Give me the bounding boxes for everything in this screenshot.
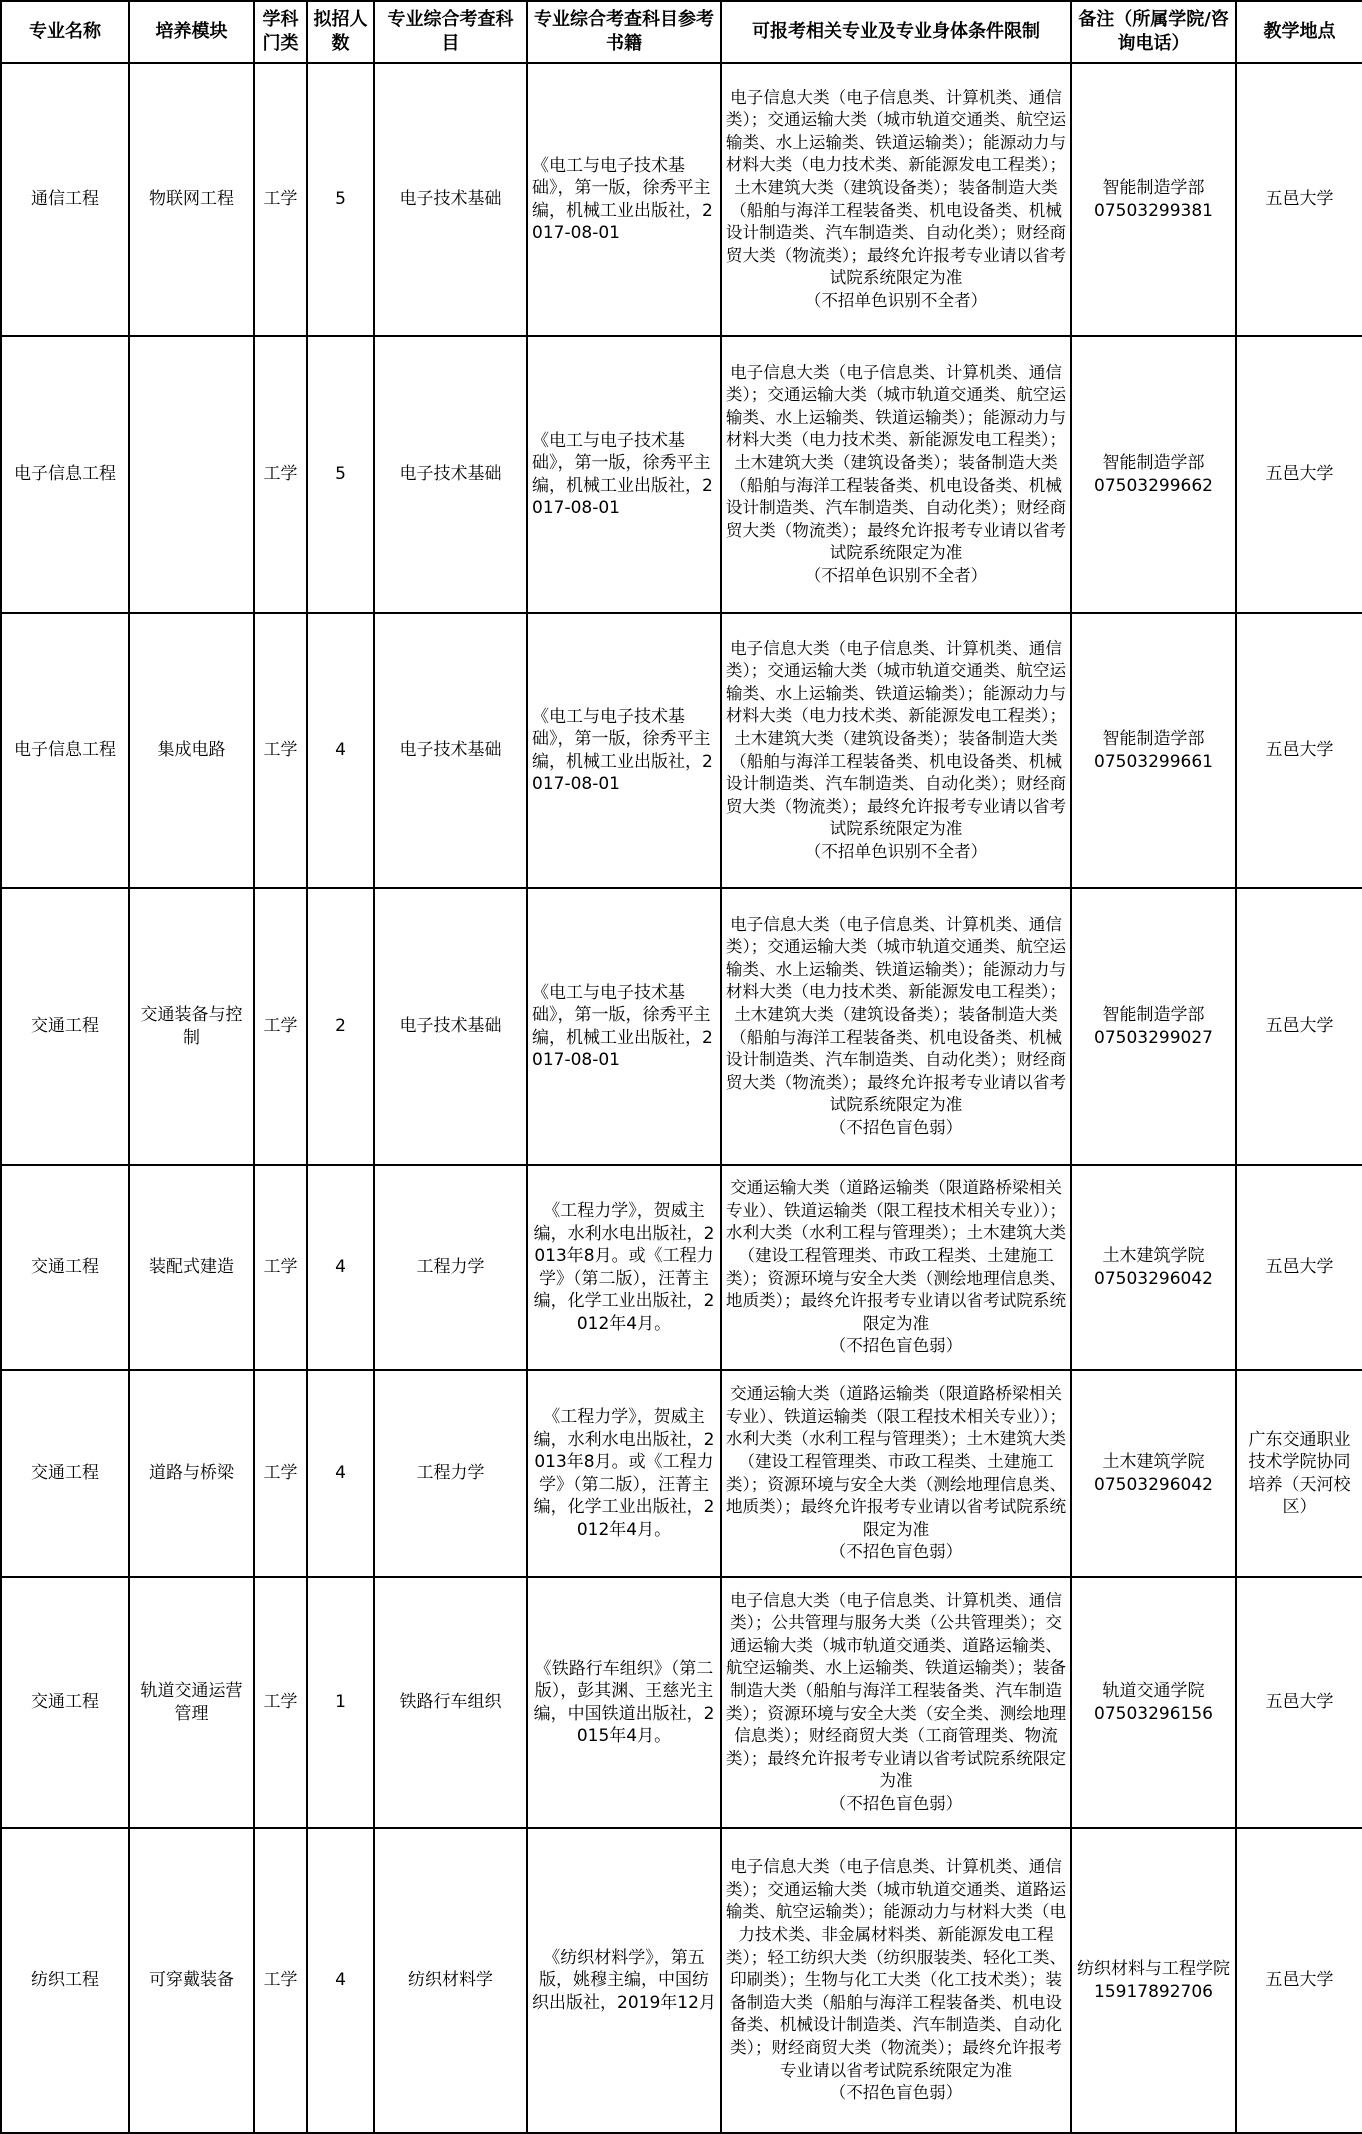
cell-module: 集成电路: [129, 613, 254, 888]
cell-module: 物联网工程: [129, 63, 254, 336]
cell-major: 交通工程: [1, 1577, 129, 1828]
table-row: [1, 888, 1362, 1165]
cell-book: 《铁路行车组织》（第二版），彭其渊、王慈光主编，中国铁道出版社，2015年4月。: [527, 1577, 721, 1828]
cell-subject: 电子技术基础: [374, 613, 527, 888]
header-quota: 拟招人数: [307, 1, 374, 63]
cell-subject: 电子技术基础: [374, 63, 527, 336]
restriction-note: （不招色盲色弱）: [829, 1793, 963, 1813]
cell-quota: 5: [307, 336, 374, 613]
cell-major: 交通工程: [1, 888, 129, 1165]
table-row: [1, 613, 1362, 888]
cell-book: 《工程力学》，贺威主编，水利水电出版社，2013年8月。或《工程力学》（第二版），汪菁主编，化学工业出版社，2012年4月。: [527, 1370, 721, 1577]
table-row: [1, 1577, 1362, 1828]
cell-location: 五邑大学: [1236, 1165, 1362, 1370]
cell-requirements: [721, 1165, 1071, 1370]
cell-major: 纺织工程: [1, 1828, 129, 2133]
cell-major: 通信工程: [1, 63, 129, 336]
college-name: 智能制造学部: [1102, 1005, 1205, 1025]
table-row: [1, 1828, 1362, 2133]
requirements-text: 电子信息大类（电子信息类、计算机类、通信类）；交通运输大类（城市轨道交通类、航空运输类、水上运输类、铁道运输类）；能源动力与材料大类（电力技术类、新能源发电工程类）；土木建筑大类（建筑设备类）；装备制造大类（船舶与海洋工程装备类、机电设备类、机械设计制造类、汽车制造类、自动化类）；财经商贸大类（物流类）；最终允许报考专业请以省考试院系统限定为准: [725, 87, 1067, 288]
cell-location: 五邑大学: [1236, 336, 1362, 613]
cell-book: 《电工与电子技术基础》，第一版，徐秀平主编，机械工业出版社，2017-08-01: [527, 888, 721, 1165]
requirements-text: 电子信息大类（电子信息类、计算机类、通信类）；交通运输大类（城市轨道交通类、航空运输类、水上运输类、铁道运输类）；能源动力与材料大类（电力技术类、新能源发电工程类）；土木建筑大类（建筑设备类）；装备制造大类（船舶与海洋工程装备类、机电设备类、机械设计制造类、汽车制造类、自动化类）；财经商贸大类（物流类）；最终允许报考专业请以省考试院系统限定为准: [725, 914, 1067, 1115]
header-row: [1, 1, 1362, 63]
cell-module: [129, 336, 254, 613]
college-name: 智能制造学部: [1102, 729, 1205, 749]
cell-major: 电子信息工程: [1, 336, 129, 613]
cell-college: [1071, 1577, 1236, 1828]
requirements-text: 电子信息大类（电子信息类、计算机类、通信类）；交通运输大类（城市轨道交通类、航空运输类、水上运输类、铁道运输类）；能源动力与材料大类（电力技术类、新能源发电工程类）；土木建筑大类（建筑设备类）；装备制造大类（船舶与海洋工程装备类、机电设备类、机械设计制造类、汽车制造类、自动化类）；财经商贸大类（物流类）；最终允许报考专业请以省考试院系统限定为准: [725, 638, 1067, 839]
cell-quota: 4: [307, 613, 374, 888]
cell-location: 广东交通职业技术学院协同培养（天河校区）: [1236, 1370, 1362, 1577]
header-discipline: 学科门类: [254, 1, 307, 63]
cell-subject: 工程力学: [374, 1165, 527, 1370]
header-module: 培养模块: [129, 1, 254, 63]
cell-location: 五邑大学: [1236, 1828, 1362, 2133]
cell-requirements: [721, 1577, 1071, 1828]
header-major: 专业名称: [1, 1, 129, 63]
restriction-note: （不招色盲色弱）: [829, 2083, 963, 2103]
college-phone: 15917892706: [1094, 1981, 1213, 2002]
cell-college: [1071, 336, 1236, 613]
restriction-note: （不招色盲色弱）: [829, 1542, 963, 1562]
cell-major: 电子信息工程: [1, 613, 129, 888]
cell-quota: 5: [307, 63, 374, 336]
cell-book: 《纺织材料学》，第五版，姚穆主编，中国纺织出版社，2019年12月: [527, 1828, 721, 2133]
header-subject: 专业综合考查科目: [374, 1, 527, 63]
requirements-text: 交通运输大类（道路运输类（限道路桥梁相关专业）、铁道运输类（限工程技术相关专业））；水利大类（水利工程与管理类）；土木建筑大类（建设工程管理类、市政工程类、土建施工类）；资源环境与安全大类（测绘地理信息类、地质类）；最终允许报考专业请以省考试院系统限定为准: [725, 1178, 1067, 1333]
cell-college: [1071, 1370, 1236, 1577]
cell-discipline: 工学: [254, 888, 307, 1165]
college-name: 轨道交通学院: [1102, 1681, 1205, 1701]
cell-module: 交通装备与控制: [129, 888, 254, 1165]
college-name: 土木建筑学院: [1102, 1452, 1205, 1472]
cell-book: 《电工与电子技术基础》，第一版，徐秀平主编，机械工业出版社，2017-08-01: [527, 63, 721, 336]
requirements-text: 交通运输大类（道路运输类（限道路桥梁相关专业）、铁道运输类（限工程技术相关专业））；水利大类（水利工程与管理类）；土木建筑大类（建设工程管理类、市政工程类、土建施工类）；资源环境与安全大类（测绘地理信息类、地质类）；最终允许报考专业请以省考试院系统限定为准: [725, 1384, 1067, 1539]
restriction-note: （不招单色识别不全者）: [804, 290, 988, 310]
table-row: [1, 63, 1362, 336]
cell-college: [1071, 888, 1236, 1165]
cell-location: 五邑大学: [1236, 63, 1362, 336]
header-college: 备注（所属学院/咨询电话）: [1071, 1, 1236, 63]
table-body: [1, 63, 1362, 2133]
cell-subject: 铁路行车组织: [374, 1577, 527, 1828]
cell-requirements: [721, 1370, 1071, 1577]
cell-quota: 4: [307, 1165, 374, 1370]
cell-requirements: [721, 63, 1071, 336]
college-phone: 07503296156: [1094, 1703, 1213, 1724]
cell-requirements: [721, 613, 1071, 888]
cell-college: [1071, 1828, 1236, 2133]
table-row: [1, 1165, 1362, 1370]
cell-subject: 电子技术基础: [374, 336, 527, 613]
college-name: 智能制造学部: [1102, 178, 1205, 198]
cell-module: 装配式建造: [129, 1165, 254, 1370]
college-name: 纺织材料与工程学院: [1077, 1959, 1230, 1979]
table-row: [1, 336, 1362, 613]
cell-major: 交通工程: [1, 1165, 129, 1370]
college-phone: 07503299661: [1094, 751, 1213, 772]
cell-discipline: 工学: [254, 63, 307, 336]
college-phone: 07503296042: [1094, 1268, 1213, 1289]
requirements-text: 电子信息大类（电子信息类、计算机类、通信类）；公共管理与服务大类（公共管理类）；交通运输大类（城市轨道交通类、道路运输类、航空运输类、水上运输类、铁道运输类）；装备制造大类（船舶与海洋工程装备类、汽车制造类）；资源环境与安全大类（安全类、测绘地理信息类）；财经商贸大类（工商管理类、物流类）；最终允许报考专业请以省考试院系统限定为准: [725, 1590, 1067, 1791]
college-name: 土木建筑学院: [1102, 1246, 1205, 1266]
college-phone: 07503299027: [1094, 1027, 1213, 1048]
restriction-note: （不招色盲色弱）: [829, 1336, 963, 1356]
cell-discipline: 工学: [254, 613, 307, 888]
cell-requirements: [721, 1828, 1071, 2133]
cell-quota: 4: [307, 1828, 374, 2133]
cell-subject: 电子技术基础: [374, 888, 527, 1165]
cell-quota: 2: [307, 888, 374, 1165]
college-name: 智能制造学部: [1102, 453, 1205, 473]
college-phone: 07503299381: [1094, 200, 1213, 221]
cell-location: 五邑大学: [1236, 613, 1362, 888]
restriction-note: （不招单色识别不全者）: [804, 565, 988, 585]
college-phone: 07503296042: [1094, 1474, 1213, 1495]
requirements-text: 电子信息大类（电子信息类、计算机类、通信类）；交通运输大类（城市轨道交通类、航空运输类、水上运输类、铁道运输类）；能源动力与材料大类（电力技术类、新能源发电工程类）；土木建筑大类（建筑设备类）；装备制造大类（船舶与海洋工程装备类、机电设备类、机械设计制造类、汽车制造类、自动化类）；财经商贸大类（物流类）；最终允许报考专业请以省考试院系统限定为准: [725, 362, 1067, 563]
college-phone: 07503299662: [1094, 475, 1213, 496]
table-row: [1, 1370, 1362, 1577]
header-location: 教学地点: [1236, 1, 1362, 63]
cell-quota: 4: [307, 1370, 374, 1577]
cell-module: 道路与桥梁: [129, 1370, 254, 1577]
header-book: 专业综合考查科目参考书籍: [527, 1, 721, 63]
cell-subject: 纺织材料学: [374, 1828, 527, 2133]
header-requirements: 可报考相关专业及专业身体条件限制: [721, 1, 1071, 63]
restriction-note: （不招单色识别不全者）: [804, 841, 988, 861]
cell-location: 五邑大学: [1236, 1577, 1362, 1828]
cell-module: 轨道交通运营管理: [129, 1577, 254, 1828]
cell-subject: 工程力学: [374, 1370, 527, 1577]
restriction-note: （不招色盲色弱）: [829, 1117, 963, 1137]
cell-discipline: 工学: [254, 336, 307, 613]
requirements-text: 电子信息大类（电子信息类、计算机类、通信类）；交通运输大类（城市轨道交通类、道路运输类、航空运输类）；能源动力与材料大类（电力技术类、非金属材料类、新能源发电工程类）；轻工纺织大类（纺织服装类、轻化工类、印刷类）；生物与化工大类（化工技术类）；装备制造大类（船舶与海洋工程装备类、机电设备类、机械设计制造类、汽车制造类、自动化类）；财经商贸大类（物流类）；最终允许报考专业请以省考试院系统限定为准: [725, 1857, 1067, 2080]
cell-book: 《工程力学》，贺威主编，水利水电出版社，2013年8月。或《工程力学》（第二版），汪菁主编，化学工业出版社，2012年4月。: [527, 1165, 721, 1370]
cell-requirements: [721, 888, 1071, 1165]
cell-college: [1071, 63, 1236, 336]
cell-module: 可穿戴装备: [129, 1828, 254, 2133]
cell-location: 五邑大学: [1236, 888, 1362, 1165]
cell-book: 《电工与电子技术基础》，第一版，徐秀平主编，机械工业出版社，2017-08-01: [527, 613, 721, 888]
cell-requirements: [721, 336, 1071, 613]
cell-college: [1071, 613, 1236, 888]
cell-quota: 1: [307, 1577, 374, 1828]
cell-college: [1071, 1165, 1236, 1370]
cell-discipline: 工学: [254, 1577, 307, 1828]
cell-discipline: 工学: [254, 1828, 307, 2133]
cell-book: 《电工与电子技术基础》，第一版，徐秀平主编，机械工业出版社，2017-08-01: [527, 336, 721, 613]
cell-major: 交通工程: [1, 1370, 129, 1577]
cell-discipline: 工学: [254, 1370, 307, 1577]
cell-discipline: 工学: [254, 1165, 307, 1370]
